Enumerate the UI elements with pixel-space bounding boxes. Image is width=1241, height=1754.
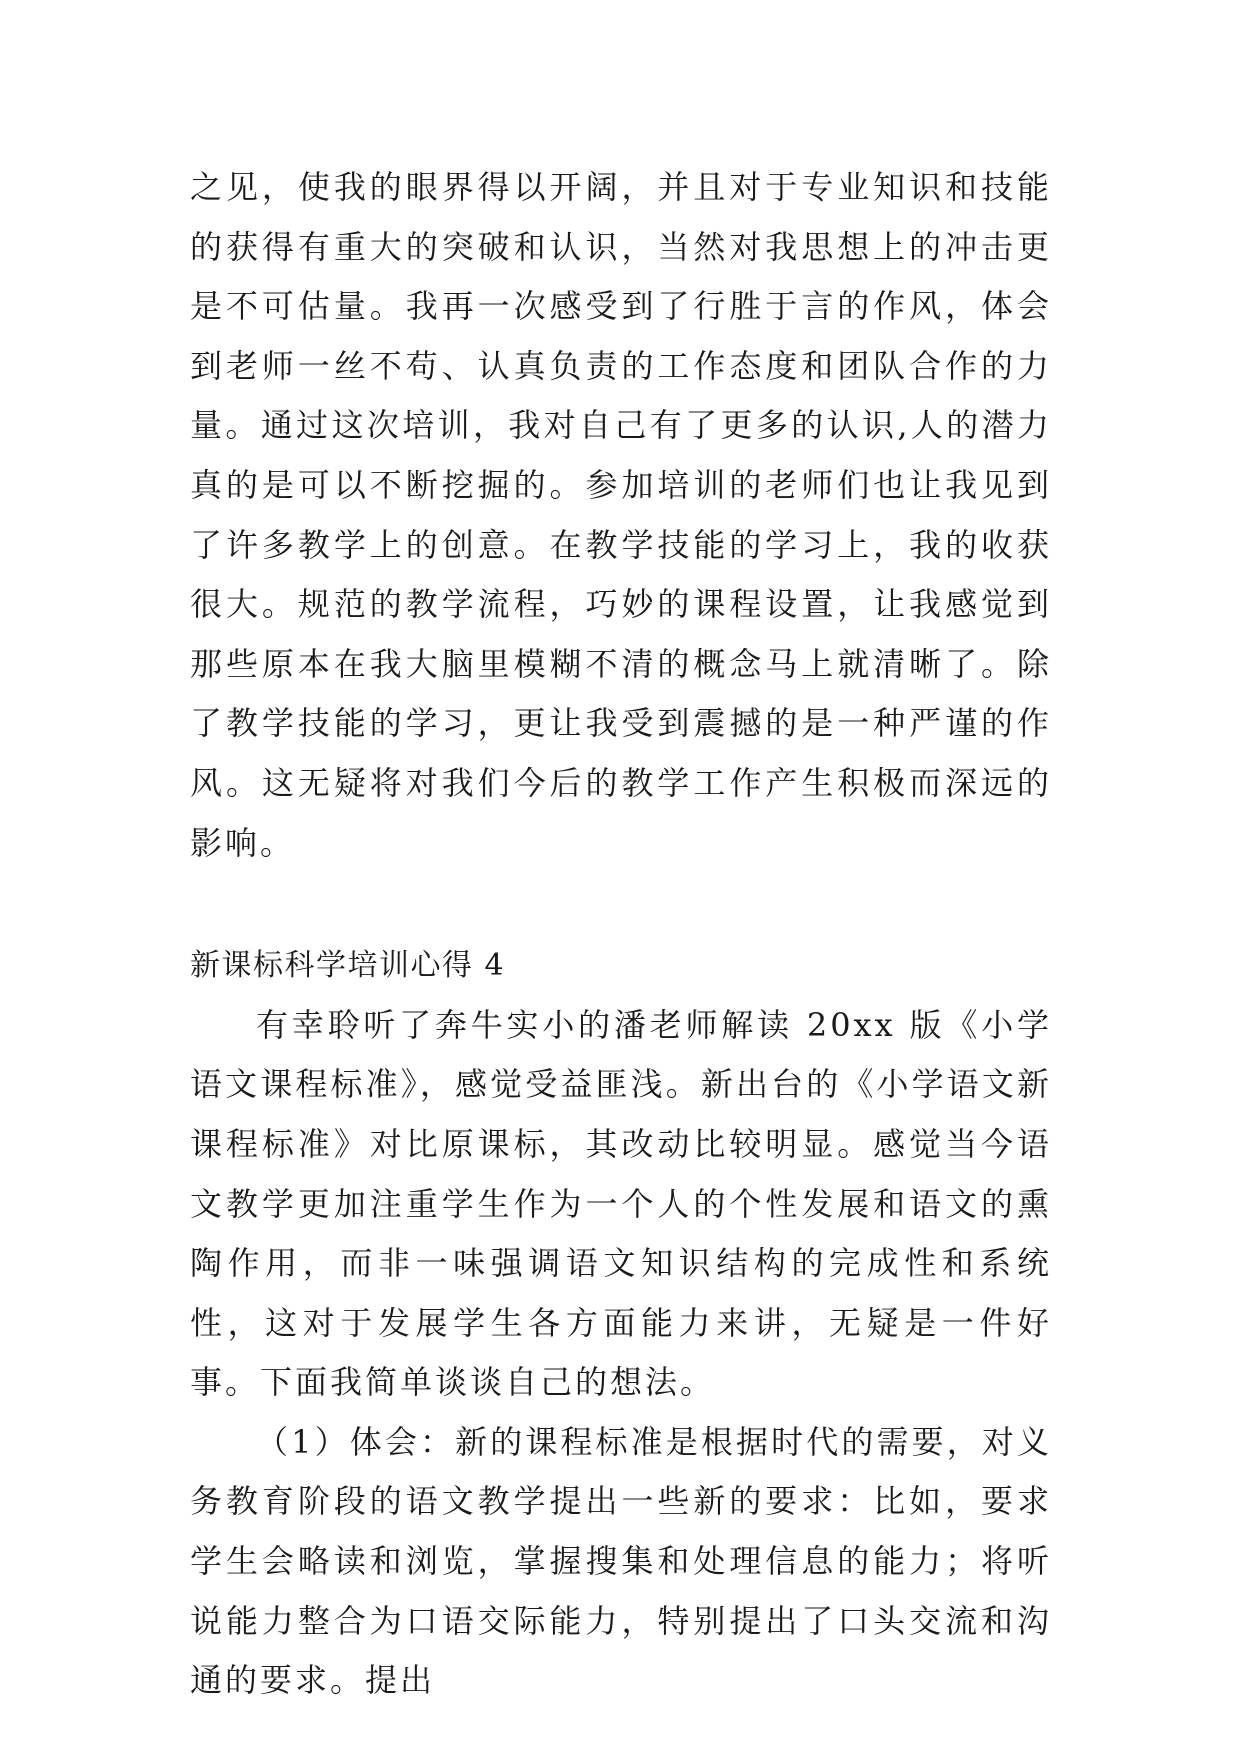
document-body bbox=[190, 158, 1052, 1711]
section-heading: 新课标科学培训心得 4 bbox=[190, 948, 506, 984]
section-spacer bbox=[190, 873, 1052, 936]
paragraph-continuation: 之见，使我的眼界得以开阔，并且对于专业知识和技能的获得有重大的突破和认识，当然对我思想上的冲击更是不可估量。我再一次感受到了行胜于言的作风，体会到老师一丝不苟、认真负责的工作态度和团队合作的力量。通过这次培训，我对自己有了更多的认识,人的潜力真的是可以不断挖掘的。参加培训的老师们也让我见到了许多教学上的创意。在教学技能的学习上，我的收获很大。规范的教学流程，巧妙的课程设置，让我感觉到那些原本在我大脑里模糊不清的概念马上就清晰了。除了教学技能的学习，更让我受到震撼的是一种严谨的作风。这无疑将对我们今后的教学工作产生积极而深远的影响。 bbox=[190, 168, 1052, 862]
paragraph-point-1: （1）体会：新的课程标准是根据时代的需要，对义务教育阶段的语文教学提出一些新的要求：比如，要求学生会略读和浏览，掌握搜集和处理信息的能力；将听说能力整合为口语交际能力，特别提出了口头交流和沟通的要求。提出 bbox=[190, 1422, 1052, 1700]
paragraph-intro: 有幸聆听了奔牛实小的潘老师解读 20xx 版《小学语文课程标准》，感觉受益匪浅。新出台的《小学语文新课程标准》对比原课标，其改动比较明显。感觉当今语文教学更加注重学生作为一个人的个性发展和语文的熏陶作用，而非一味强调语文知识结构的完成性和系统性，这对于发展学生各方面能力来讲，无疑是一件好事。下面我简单谈谈自己的想法。 bbox=[190, 1005, 1052, 1402]
